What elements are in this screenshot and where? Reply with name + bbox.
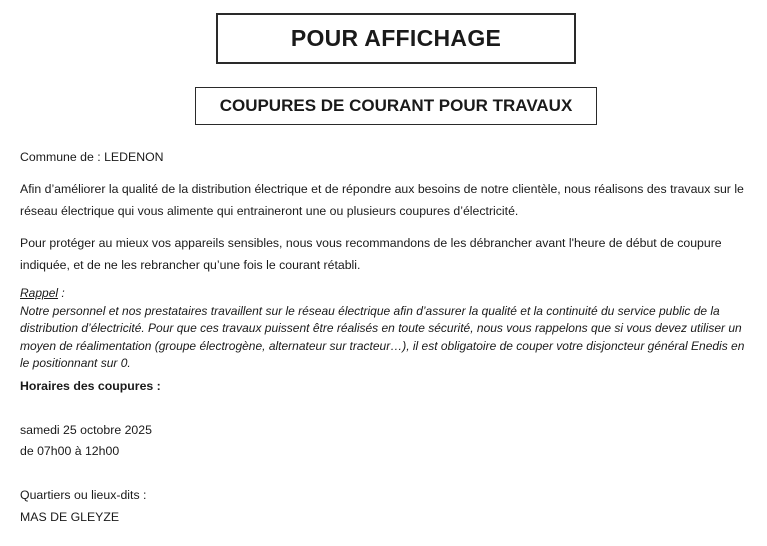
rappel-text: Notre personnel et nos prestataires travaillent sur le réseau électrique afin d’assurer la qualité et la continuité du service public de la distribution d’électricité. Pour que ces travaux puissent être réalisés en toute sécurité, nous vous rappelons que si vous devez utiliser un moyen de réalimentation (groupe électrogène, alternateur sur tracteur…), il est obligatoire de couper votre disjoncteur général Enedis en le positionnant sur 0. xyxy=(20,303,745,370)
page-subtitle: COUPURES DE COURANT POUR TRAVAUX xyxy=(219,96,573,115)
rappel-title: Rappel xyxy=(20,286,59,300)
locations-heading: Quartiers ou lieux-dits : xyxy=(20,488,147,502)
intro-paragraph: Afin d’améliorer la qualité de la distribution électrique et de répondre aux besoins de notre clientèle, nous réalisons des travaux sur le réseau électrique qui vous alimente qui entraineront une ou plusieurs coupures d’électricité. xyxy=(20,182,744,218)
locations-value: MAS DE GLEYZE xyxy=(20,510,120,524)
schedule-heading: Horaires des coupures : xyxy=(20,379,161,393)
schedule-date: samedi 25 octobre 2025 xyxy=(20,423,152,437)
commune-line: Commune de : LEDENON xyxy=(20,150,164,164)
rappel-separator: : xyxy=(58,286,65,300)
schedule-time: de 07h00 à 12h00 xyxy=(20,444,120,458)
rappel-section xyxy=(20,285,750,373)
subtitle-box xyxy=(195,87,597,125)
page-title: POUR AFFICHAGE xyxy=(290,25,502,51)
title-box xyxy=(216,13,576,64)
advice-paragraph: Pour protéger au mieux vos appareils sensibles, nous vous recommandons de les débrancher avant l'heure de début de coupure indiquée, et de ne les rebrancher qu’une fois le courant rétabli. xyxy=(20,236,722,272)
